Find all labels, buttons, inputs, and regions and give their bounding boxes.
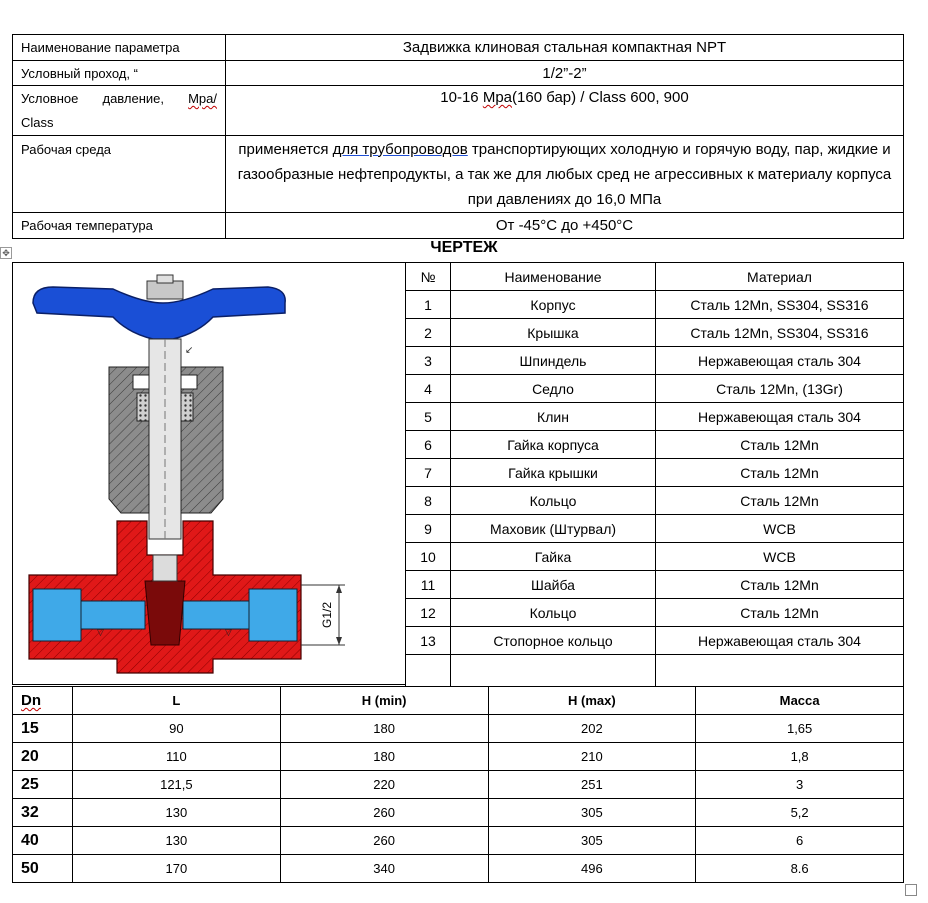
valve-drawing: [12, 262, 405, 685]
param-row-bore: [13, 61, 904, 86]
table-row: 32 130 260 305 5,2: [13, 799, 904, 827]
table-row: 20 110 180 210 1,8: [13, 743, 904, 771]
parts-table: [405, 262, 904, 687]
valve-cross-section-image: [13, 263, 406, 686]
table-row: 9 Маховик (Штурвал) WCB: [406, 515, 904, 543]
table-row: 13 Стопорное кольцо Нержавеющая сталь 304: [406, 627, 904, 655]
column-header: H (min): [280, 687, 488, 715]
param-value: От -45°C до +450°C: [226, 213, 904, 239]
param-row-temp: [13, 213, 904, 239]
column-header: H (max): [488, 687, 696, 715]
wedge: [145, 581, 185, 645]
param-row-pressure: [13, 86, 904, 136]
param-value: 1/2”-2”: [226, 61, 904, 86]
pressure-label-line: Условное давление, Mpa/: [21, 91, 217, 106]
table-row: [406, 655, 904, 687]
param-value: применяется для трубопроводов транспортирующих холодную и горячую воду, пар, жидкие и газообразные нефтепродукты, а так же для любых сред не агрессивных к материалу корпуса при давлениях до 16,0 МПа: [226, 136, 904, 213]
param-row-name: [13, 35, 904, 61]
table-row: 11 Шайба Сталь 12Mn: [406, 571, 904, 599]
table-row: 2 Крышка Сталь 12Mn, SS304, SS316: [406, 319, 904, 347]
column-header: Материал: [656, 263, 904, 291]
outlet-port: [249, 589, 297, 641]
table-row: 40 130 260 305 6: [13, 827, 904, 855]
packing: [137, 393, 149, 421]
table-row: 12 Кольцо Сталь 12Mn: [406, 599, 904, 627]
dims-header-row: [13, 687, 904, 715]
table-row: 8 Кольцо Сталь 12Mn: [406, 487, 904, 515]
table-row: 4 Седло Сталь 12Mn, (13Gr): [406, 375, 904, 403]
parts-header-row: [406, 263, 904, 291]
table-row: 1 Корпус Сталь 12Mn, SS304, SS316: [406, 291, 904, 319]
param-value: Задвижка клиновая стальная компактная NPT: [226, 35, 904, 61]
param-label: Условное давление, Mpa/ Class: [13, 86, 226, 136]
table-row: 25 121,5 220 251 3: [13, 771, 904, 799]
inlet-port: [33, 589, 81, 641]
param-label: Наименование параметра: [13, 35, 226, 61]
svg-text:▽: ▽: [225, 627, 232, 637]
parameter-table: [12, 34, 904, 239]
svg-text:▽: ▽: [97, 627, 104, 637]
drawing-title: ЧЕРТЕЖ: [430, 239, 498, 256]
dimension-label: G1/2: [320, 601, 334, 629]
param-label: Рабочая среда: [13, 136, 226, 213]
column-header: Масса: [696, 687, 904, 715]
svg-text:↙: ↙: [185, 345, 194, 356]
table-row: 7 Гайка крышки Сталь 12Mn: [406, 459, 904, 487]
table-row: 6 Гайка корпуса Сталь 12Mn: [406, 431, 904, 459]
table-row: 50 170 340 496 8.6: [13, 855, 904, 883]
top-nut: [147, 281, 183, 299]
param-label: Условный проход, “: [13, 61, 226, 86]
table-resize-handle[interactable]: [905, 884, 917, 896]
table-anchor-icon[interactable]: ✥: [0, 247, 12, 259]
dimensions-table: [12, 686, 904, 883]
param-label: Рабочая температура: [13, 213, 226, 239]
column-header: Наименование: [451, 263, 656, 291]
param-row-medium: [13, 136, 904, 213]
column-header: №: [406, 263, 451, 291]
table-row: 10 Гайка WCB: [406, 543, 904, 571]
table-row: 3 Шпиндель Нержавеющая сталь 304: [406, 347, 904, 375]
param-value: 10-16 Mpa(160 бар) / Class 600, 900: [226, 86, 904, 136]
column-header: Dn: [13, 687, 73, 715]
table-row: 5 Клин Нержавеющая сталь 304: [406, 403, 904, 431]
table-row: 15 90 180 202 1,65: [13, 715, 904, 743]
column-header: L: [73, 687, 281, 715]
